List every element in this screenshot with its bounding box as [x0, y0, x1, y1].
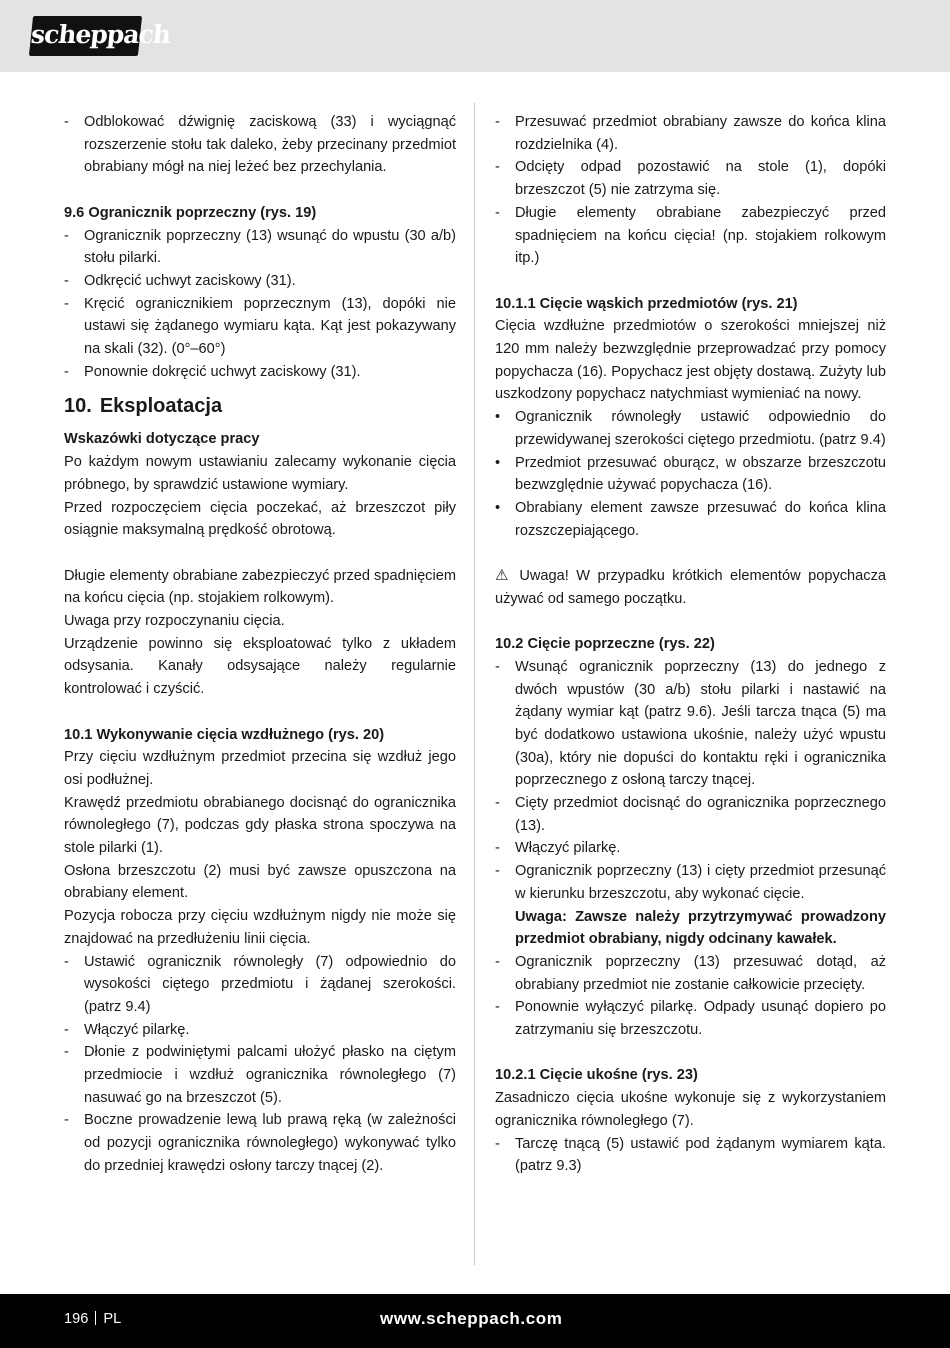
list-marker: •: [495, 499, 501, 516]
section-9-6-title: 9.6 Ogranicznik poprzeczny (rys. 19): [64, 204, 317, 221]
section-10-title: Eksploatacja: [99, 395, 223, 418]
list-item-text: Odblokować dźwignię zaciskową (33) i wyciągnąć rozszerzenie stołu tak daleko, żeby przecinany przedmiot obrabiany mógł na niej leżeć bez przechylania.: [84, 114, 456, 176]
list-item-text: Włączyć pilarkę.: [84, 1021, 190, 1038]
list-marker: •: [495, 409, 501, 426]
page-number-label: [64, 1309, 121, 1329]
list-item-text: Ponownie wyłączyć pilarkę. Odpady usunąć dopiero po zatrzymaniu się brzeszczotu.: [515, 999, 886, 1039]
section-10-1-list: [64, 951, 456, 1178]
column-divider: [474, 103, 475, 1265]
bold-warning-text: Uwaga: Zawsze należy przytrzymywać prowadzony przedmiot obrabiany, nigdy odcinany kawałek.: [515, 908, 886, 948]
list-marker: -: [64, 1044, 69, 1061]
top-list: [495, 111, 886, 270]
list-item-text: Kręcić ogranicznikiem poprzecznym (13), dopóki nie ustawi się żądanego wymiaru kąta. Kąt jest pokazywany na skali (32). (0°–60°): [84, 295, 456, 358]
list-marker: -: [495, 114, 500, 130]
list-item-text: Włączyć pilarkę.: [515, 840, 621, 857]
list-marker: -: [64, 272, 69, 289]
list-marker: -: [495, 658, 500, 675]
work-notes-paragraph: Uwaga przy rozpoczynaniu cięcia.: [64, 613, 285, 630]
list-item: [64, 951, 456, 1019]
list-marker: -: [64, 227, 69, 244]
list-item-text: Ogranicznik poprzeczny (13) wsunąć do wpustu (30 a/b) stołu pilarki.: [84, 227, 456, 267]
list-marker: -: [495, 1135, 500, 1152]
list-item: [495, 951, 886, 996]
section-10-2-list-continued: [495, 951, 886, 1042]
list-item-text: Cięty przedmiot docisnąć do ogranicznika poprzecznego (13).: [515, 795, 886, 834]
list-marker: -: [64, 1021, 69, 1038]
section-10-2-title: 10.2 Cięcie poprzeczne (rys. 22): [495, 636, 715, 653]
list-item-text: Odkręcić uchwyt zaciskowy (31).: [84, 272, 296, 289]
section-10-2-list: [495, 656, 886, 906]
list-item-text: Tarczę tnącą (5) ustawić pod żądanym wymiarem kąta. (patrz 9.3): [515, 1135, 886, 1175]
list-item: [64, 1109, 456, 1177]
list-marker: -: [495, 159, 500, 176]
page-footer: [0, 1294, 950, 1348]
list-item-text: Ogranicznik poprzeczny (13) przesuwać dotąd, aż obrabiany przedmiot nie zostanie całkowicie przecięty.: [515, 953, 886, 993]
intro-list: [64, 111, 456, 179]
list-marker: -: [64, 295, 69, 312]
list-item: [64, 270, 456, 293]
list-marker: -: [64, 953, 69, 970]
list-item: [495, 111, 886, 156]
list-item-text: Ogranicznik poprzeczny (13) i cięty przedmiot przesunąć w kierunku brzeszczotu, aby wykonać cięcie.: [515, 863, 886, 902]
list-item-text: Wsunąć ogranicznik poprzeczny (13) do jednego z dwóch wpustów (30 a/b) stołu pilarki i nastawić na żądany wymiar kąt (patrz 9.6). Jeśli tarcza tnąca (5) ma być dodatkowo ustawiona ukośnie, należy użyć wpustu (30a), który nie dopuści do kontaktu ręki i ogranicznika poprzecznego z osłoną tarczy tnącej.: [515, 658, 886, 789]
page-number: 196: [64, 1311, 89, 1327]
warning-text: Uwaga! W przypadku krótkich elementów popychacza używać od samego początku.: [495, 568, 886, 607]
list-marker: -: [495, 840, 500, 857]
warning-note: [495, 565, 886, 610]
page-header: [0, 0, 950, 72]
list-item-text: Dłonie z podwiniętymi palcami ułożyć płasko na ciętym przedmiocie i wzdłuż ogranicznika równoległego (7) nasuwać go na brzeszczot (5).: [84, 1044, 456, 1106]
list-item: [495, 792, 886, 837]
section-10-1-paragraph: Pozycja robocza przy cięciu wzdłużnym nigdy nie może się znajdować na przedłużeniu linii cięcia.: [64, 908, 456, 947]
section-10-2-1-paragraph: Zasadniczo cięcia ukośne wykonuje się z wykorzystaniem ogranicznika równoległego (7).: [495, 1090, 886, 1129]
list-marker: -: [64, 1112, 69, 1129]
list-item: [495, 996, 886, 1041]
list-item-text: Przedmiot przesuwać oburącz, w obszarze brzeszczotu bezwzględnie używać popychacza (16).: [515, 454, 886, 494]
work-notes-paragraph: Przed rozpoczęciem cięcia poczekać, aż brzeszczot piły osiągnie maksymalną prędkość obrotową.: [64, 499, 456, 539]
section-10-1-1-title: 10.1.1 Cięcie wąskich przedmiotów (rys. 21): [495, 295, 798, 312]
list-item: [495, 156, 886, 201]
list-item-text: Ogranicznik równoległy ustawić odpowiednio do przewidywanej szerokości ciętego przedmiotu. (patrz 9.4): [515, 409, 886, 448]
list-item: [64, 293, 456, 361]
page-separator: [95, 1311, 96, 1325]
list-marker: -: [495, 204, 500, 221]
section-10-1-1-list: [495, 406, 886, 542]
bold-warning-note: [495, 906, 886, 951]
list-item: [495, 202, 886, 270]
section-9-6-list: [64, 225, 456, 384]
section-10-1-paragraph: Osłona brzeszczotu (2) musi być zawsze opuszczona na obrabiany element.: [64, 862, 456, 902]
list-item-text: Obrabiany element zawsze przesuwać do końca klina rozszczepiającego.: [515, 499, 886, 539]
list-marker: -: [495, 795, 500, 812]
work-notes-paragraph: Po każdym nowym ustawianiu zalecamy wykonanie cięcia próbnego, by sprawdzić ustawione wymiary.: [64, 454, 456, 493]
list-item: [64, 361, 456, 384]
list-item-text: Długie elementy obrabiane zabezpieczyć przed spadnięciem na końcu cięcia! (np. stojakiem rolkowym itp.): [515, 204, 886, 267]
list-item: [495, 837, 886, 860]
scheppach-logo: scheppach: [29, 16, 142, 56]
list-item: [495, 656, 886, 792]
section-10-1-title: 10.1 Wykonywanie cięcia wzdłużnego (rys. 20): [64, 726, 385, 743]
work-notes-paragraph: Długie elementy obrabiane zabezpieczyć przed spadnięciem na końcu cięcia (np. stojakiem rolkowym).: [64, 567, 456, 607]
section-10-1-paragraph: Przy cięciu wzdłużnym przedmiot przecina się wzdłuż jego osi podłużnej.: [64, 749, 456, 788]
list-item: [495, 452, 886, 497]
list-item-text: Odcięty odpad pozostawić na stole (1), dopóki brzeszczot (5) nie zatrzyma się.: [515, 159, 886, 199]
work-notes-title: Wskazówki dotyczące pracy: [64, 431, 260, 448]
list-item: [64, 1019, 456, 1042]
list-marker: •: [495, 454, 501, 471]
warning-icon: ⚠: [495, 567, 512, 585]
list-item: [495, 1133, 886, 1178]
list-item: [495, 497, 886, 542]
list-marker: -: [495, 953, 500, 970]
list-item-text: Ustawić ogranicznik równoległy (7) odpowiednio do wysokości ciętego przedmiotu i żądanej szerokości. (patrz 9.4): [84, 953, 456, 1015]
list-marker: -: [495, 863, 500, 880]
website-link[interactable]: www.scheppach.com: [380, 1309, 563, 1328]
section-10-number: 10.: [64, 395, 92, 418]
list-item-text: Boczne prowadzenie lewą lub prawą ręką (w zależności od pozycji ogranicznika równoległego) wykonywać tylko do przedniej krawędzi osłony tarczy tnącej (2).: [84, 1112, 456, 1174]
list-item: [64, 225, 456, 270]
section-10-2-1-title: 10.2.1 Cięcie ukośne (rys. 23): [495, 1067, 698, 1084]
language-code: PL: [103, 1311, 122, 1327]
list-item: [495, 860, 886, 905]
left-column: [64, 111, 456, 1178]
list-item: [64, 111, 456, 179]
list-marker: -: [495, 999, 500, 1016]
list-item: [64, 1041, 456, 1109]
right-column: [495, 111, 886, 1178]
section-10-1-paragraph: Krawędź przedmiotu obrabianego docisnąć do ogranicznika równoległego (7), podczas gdy płaska strona spoczywa na stole pilarki (1).: [64, 794, 456, 857]
list-marker: -: [64, 363, 69, 380]
list-item-text: Ponownie dokręcić uchwyt zaciskowy (31).: [84, 363, 361, 380]
list-item-text: Przesuwać przedmiot obrabiany zawsze do końca klina rozdzielnika (4).: [515, 114, 886, 153]
section-10-1-1-paragraph: Cięcia wzdłużne przedmiotów o szerokości mniejszej niż 120 mm należy bezwzględnie przeprowadzać przy pomocy popychacza (16). Popychacz jest objęty dostawą. Zużyty lub uszkodzony popychacz natychmiast wymieniać na nowy.: [495, 318, 886, 403]
list-item: [495, 406, 886, 451]
section-10-heading: [64, 393, 456, 419]
section-10-2-1-list: [495, 1133, 886, 1178]
work-notes-paragraph: Urządzenie powinno się eksploatować tylko z układem odsysania. Kanały odsysające należy regularnie kontrolować i czyścić.: [64, 635, 456, 698]
list-marker: -: [64, 114, 69, 130]
